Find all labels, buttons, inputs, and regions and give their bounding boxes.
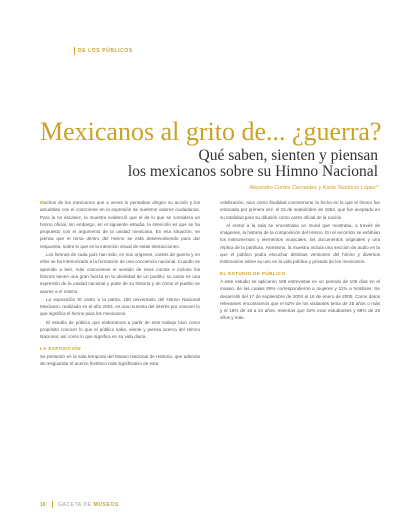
magazine-name-b: MUSEOS — [93, 502, 119, 508]
paragraph: A este estudio se aplicaron 199 entrevistas en un periodo de 105 días en el museo, de las cuales 89% correspondieron a mujeres y 11% a hombres. Se desarrolló del 17 de septiembre de 2004 al 16 de enero de 2005. Como datos relevantes encontramos que el 52% de los visitantes tenía de 25 años o más y el 18% de 18 a 24 años, mientras que 32% eran estudiantes y 68% de 25 años y más. — [220, 278, 380, 321]
section-heading: EL ESTUDIO DE PÚBLICO — [220, 270, 286, 276]
article-subtitle — [38, 148, 378, 180]
paragraph: Al entrar a la sala se encontraba un mural que mostraba, a través de imágenes, la historia de la composición del Himno. En el recorrido se exhibían los instrumentos y elementos musicales, los documentos originales y una réplica de la partitura. Asimismo, la muestra incluía una sección de audio en la que el público podía escuchar distintas versiones del himno y diversos testimonios sobre su uso en la vida pública y privada de los mexicanos. — [220, 222, 380, 265]
section-label: DE LOS PÚBLICOS — [78, 48, 133, 54]
paragraph: celebración, tuvo como finalidad conmemorar la fecha en la que el himno fue entonado por primera vez, el 15 de septiembre de 1854, que fue aceptado en su totalidad para su difusión como canto oficial de la nación. — [220, 200, 380, 220]
subtitle-line-1: Qué saben, sienten y piensan — [198, 147, 378, 164]
paragraph-text: uchos de los mexicanos que a veces lo pensaban dirigen su acción y los amueblan con el consciente en la expresión de nuestros valores ciudadanos. Para la no escasez, la muestra evidenció que el de lo que se considera un himno oficial, sin embargo, en el siguiente estudio, la intención es que se ha propuesto con el argumento de la unidad mexicana. En esa situación, se piensa que el tema dentro del Himno se está desenvolviendo para dar respuesta, sobre lo que es la intención visual de estas interacciones. — [40, 200, 200, 249]
left-column — [40, 199, 200, 369]
paragraph: Los himnos de cada país han sido, en sus orígenes, cantos de guerra y en ellos se ha interiorizado a la formación de una conciencia nacional. Cuando se aprende a leer, más conocemos el sentido de esos cantos e incluso los himnos tienen una gran fuerza en la identidad de un pueblo; su canto es una expresión de la unidad nacional y parte de su historia y de cómo el pueblo se asume a sí mismo. — [40, 252, 200, 294]
section-accent-bar — [74, 47, 75, 55]
subtitle-line-2: los mexicanos sobre su Himno Nacional — [127, 163, 378, 180]
magazine-name — [58, 502, 119, 508]
article-title: Mexicanos al grito de... ¿guerra? — [40, 117, 382, 146]
byline: Alejandro Cortés Cervantes y Karla Teodocio López* — [249, 185, 378, 191]
footer-accent-bar — [52, 501, 53, 508]
right-column — [220, 199, 380, 323]
page-number: 16 — [40, 502, 46, 508]
dropcap: M — [40, 200, 44, 205]
section-heading: LA EXPOSICIÓN — [40, 345, 82, 351]
magazine-name-a: GACETA DE — [58, 502, 94, 508]
paragraph: La exposición El canto a la patria, 150 aniversario del Himno Nacional Mexicano, realizada en el año 2004, es una muestra del interés por conocer lo que significa el himno para los mexicanos. — [40, 296, 200, 317]
paragraph: Se presentó en la sala temporal del Museo Nacional de Historia, que además de resguardar el acervo histórico más significativo de esta — [40, 353, 200, 367]
paragraph — [40, 199, 200, 250]
paragraph: El estudio de público que elaboramos a partir de este trabajo tuvo como propósito conocer lo que el público sabe, siente y piensa acerca del Himno Nacional, así como lo que significa en su vida diaria. — [40, 319, 200, 340]
